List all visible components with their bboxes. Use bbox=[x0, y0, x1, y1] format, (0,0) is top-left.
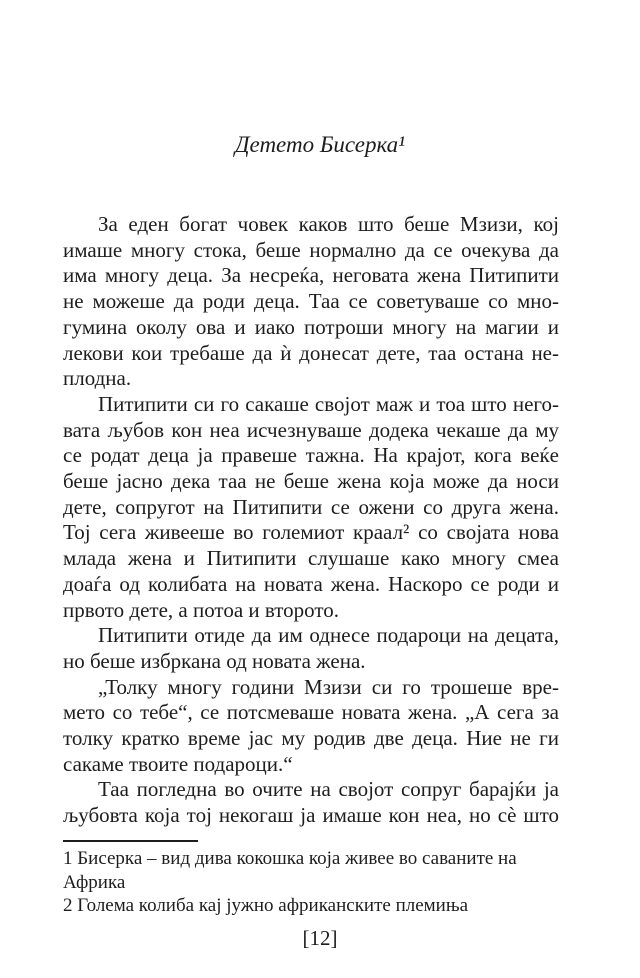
text-line: млада жена и Питипити слушаше како многу смеа bbox=[63, 546, 559, 571]
footnote-line: 1 Бисерка – вид дива кокошка која живее во саваните на bbox=[63, 848, 517, 869]
footnote-line: 2 Голема колиба кај јужно африканските племиња bbox=[63, 895, 469, 916]
text-line: имаше многу стока, беше нормално да се очекува да bbox=[63, 237, 559, 262]
text-line: Питипити отиде да им однесе подароци на децата, bbox=[98, 623, 559, 648]
footnote-separator-rule bbox=[63, 840, 198, 842]
text-line: има многу деца. За несреќа, неговата жена Питипити bbox=[63, 263, 559, 288]
footnote-line: Африка bbox=[63, 871, 126, 893]
paragraph-5 bbox=[63, 777, 559, 828]
paragraph-2 bbox=[63, 392, 559, 623]
text-line: плодна. bbox=[63, 366, 132, 391]
text-line: првото дете, а потоа и второто. bbox=[63, 597, 340, 622]
paragraph-3 bbox=[63, 623, 559, 674]
text-line: За еден богат човек каков што беше Мзизи, кој bbox=[98, 212, 559, 236]
text-line: гумина околу ова и иако потроши многу на магии и bbox=[63, 314, 559, 339]
text-line: лекови кои требаше да ѝ донесат дете, таа остана не- bbox=[63, 340, 559, 365]
text-line: „Толку многу години Мзизи си го трошеше вре- bbox=[98, 674, 559, 699]
paragraph-1 bbox=[63, 212, 559, 392]
text-line: љубовта која тој некогаш ја имаше кон неа, но сѐ што bbox=[63, 803, 559, 828]
text-line: мето со тебе“, се потсмеваше новата жена. „А сега за bbox=[63, 700, 559, 725]
text-line: Таа погледна во очите на својот сопруг барајќи ја bbox=[98, 777, 559, 802]
text-line: сакаме твоите подароци.“ bbox=[63, 751, 293, 776]
text-line: Тој сега живееше во големиот краал² со својата нова bbox=[63, 520, 559, 545]
page-number: [12] bbox=[302, 926, 338, 950]
text-line: беше јасно дека таа не беше жена која може да носи bbox=[63, 469, 559, 494]
text-line: се родат деца ја правеше тажна. На крајот, кога веќе bbox=[63, 443, 559, 468]
text-line: Питипити си го сакаше својот маж и тоа што него- bbox=[98, 391, 559, 416]
footnotes bbox=[63, 847, 568, 918]
paragraph-4 bbox=[63, 675, 559, 778]
text-line: доаѓа од колибата на новата жена. Наскоро се роди и bbox=[63, 571, 559, 596]
text-line: не можеше да роди деца. Таа се советуваше со мно- bbox=[63, 289, 559, 314]
body-text bbox=[63, 212, 559, 829]
chapter-title: Детето Бисерка¹ bbox=[234, 132, 406, 157]
text-line: но беше избркана од новата жена. bbox=[63, 648, 366, 673]
text-line: дете, сопругот на Питипити се ожени со друга жена. bbox=[63, 494, 559, 519]
text-line: толку кратко време јас му родив две деца. Ние не ги bbox=[63, 726, 559, 751]
text-line: вата љубов кон неа исчезнуваше додека чекаше да му bbox=[63, 417, 559, 442]
